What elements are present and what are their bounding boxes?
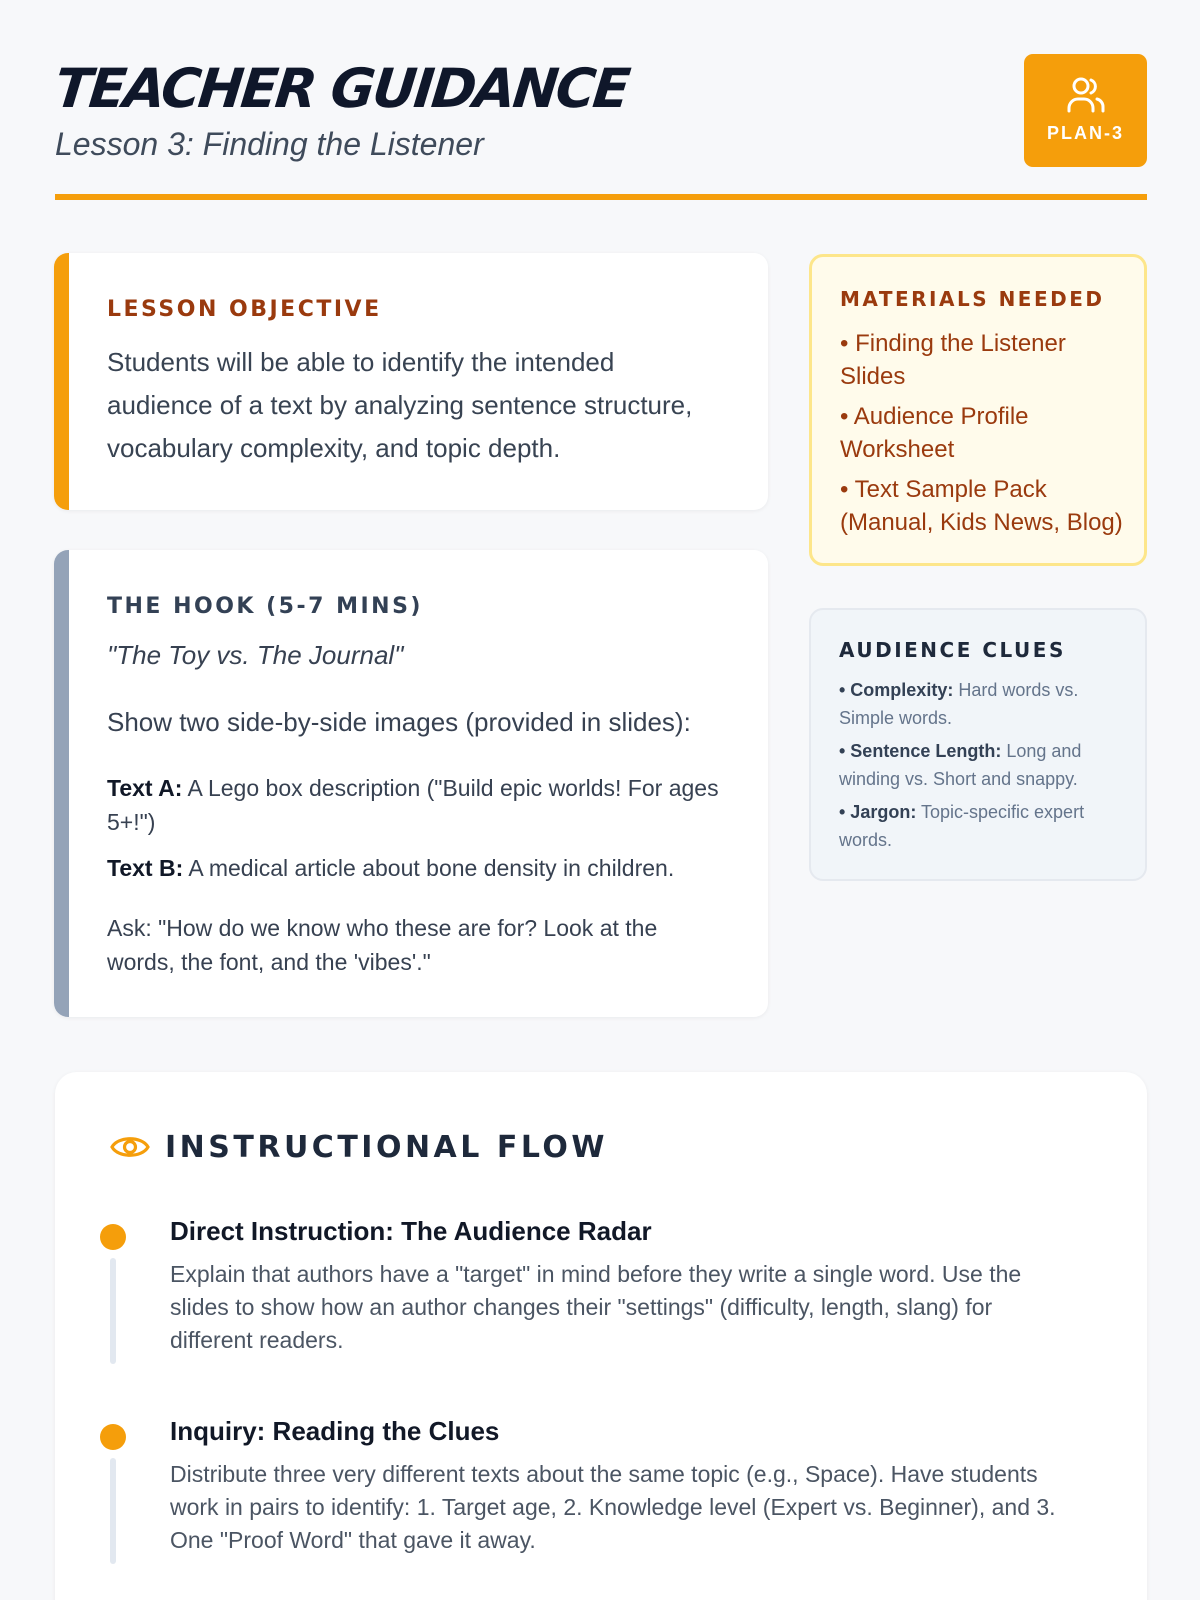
plan-badge [1024,54,1147,167]
list-item [839,737,1129,793]
text-b-body: A medical article about bone density in children. [188,855,675,881]
objective-title: LESSON OBJECTIVE [107,297,382,322]
step-title: Direct Instruction: The Audience Radar [170,1216,652,1246]
list-item: • Audience Profile Worksheet [840,403,1029,463]
hook-intro: Show two side-by-side images (provided in slides): [107,707,691,737]
list-item [839,798,1129,854]
materials-list [840,327,1130,546]
hook-ask: Ask: "How do we know who these are for? Look at the words, the font, and the 'vibes'." [107,915,658,975]
lesson-objective-card [54,253,768,510]
clue-label: • Jargon: [839,802,917,822]
hook-quote: "The Toy vs. The Journal" [107,640,404,670]
clues-list [839,676,1129,859]
list-item [839,676,1129,732]
badge-label: PLAN-3 [1046,123,1124,143]
clue-text: Hard words vs. Simple words. [839,680,1079,728]
lesson-subtitle: Lesson 3: Finding the Listener [55,126,484,162]
header [51,52,1147,200]
clue-label: • Complexity: [839,680,954,700]
step-connector [110,1258,116,1364]
step-connector [110,1458,116,1564]
accent-bar [54,550,69,1017]
text-a-label: Text A: [107,775,183,801]
objective-text: Students will be able to identify the intended audience of a text by analyzing sentence structure, vocabulary complexity, and topic depth. [107,347,693,463]
text-a-body: A Lego box description ("Build epic worlds! For ages 5+!") [107,775,719,835]
clue-text: Long and winding vs. Short and snappy. [839,741,1082,789]
clues-title: AUDIENCE CLUES [839,638,1066,662]
users-icon [1066,76,1106,114]
audience-clues-card [809,608,1147,881]
step-marker [100,1424,126,1450]
step-body: Explain that authors have a "target" in mind before they write a single word. Use the slides to show how an author changes their "settings" (difficulty, length, slang) for different readers. [170,1261,1022,1353]
step-marker [100,1224,126,1250]
step-body: Distribute three very different texts about the same topic (e.g., Space). Have students work in pairs to identify: 1. Target age, 2. Knowledge level (Expert vs. Beginner), and 3. One "Proof Word" that gave it away. [170,1461,1056,1553]
clue-text: Topic-specific expert words. [839,802,1085,850]
materials-card [809,254,1147,566]
text-b-description [107,851,737,885]
hook-card [54,550,768,1017]
instructional-flow-card [55,1072,1147,1600]
flow-title: INSTRUCTIONAL FLOW [165,1130,608,1165]
list-item: • Text Sample Pack (Manual, Kids News, Blog) [840,476,1123,536]
step-title: Inquiry: Reading the Clues [170,1416,500,1446]
page-title: TEACHER GUIDANCE [51,57,631,120]
clue-label: • Sentence Length: [839,741,1002,761]
text-b-label: Text B: [107,855,184,881]
materials-title: MATERIALS NEEDED [840,287,1105,311]
eye-icon [110,1130,150,1164]
hook-title: THE HOOK (5-7 MINS) [107,594,423,619]
accent-bar [54,253,69,510]
text-a-description [107,771,737,839]
list-item: • Finding the Listener Slides [840,330,1066,390]
header-divider [55,194,1147,200]
